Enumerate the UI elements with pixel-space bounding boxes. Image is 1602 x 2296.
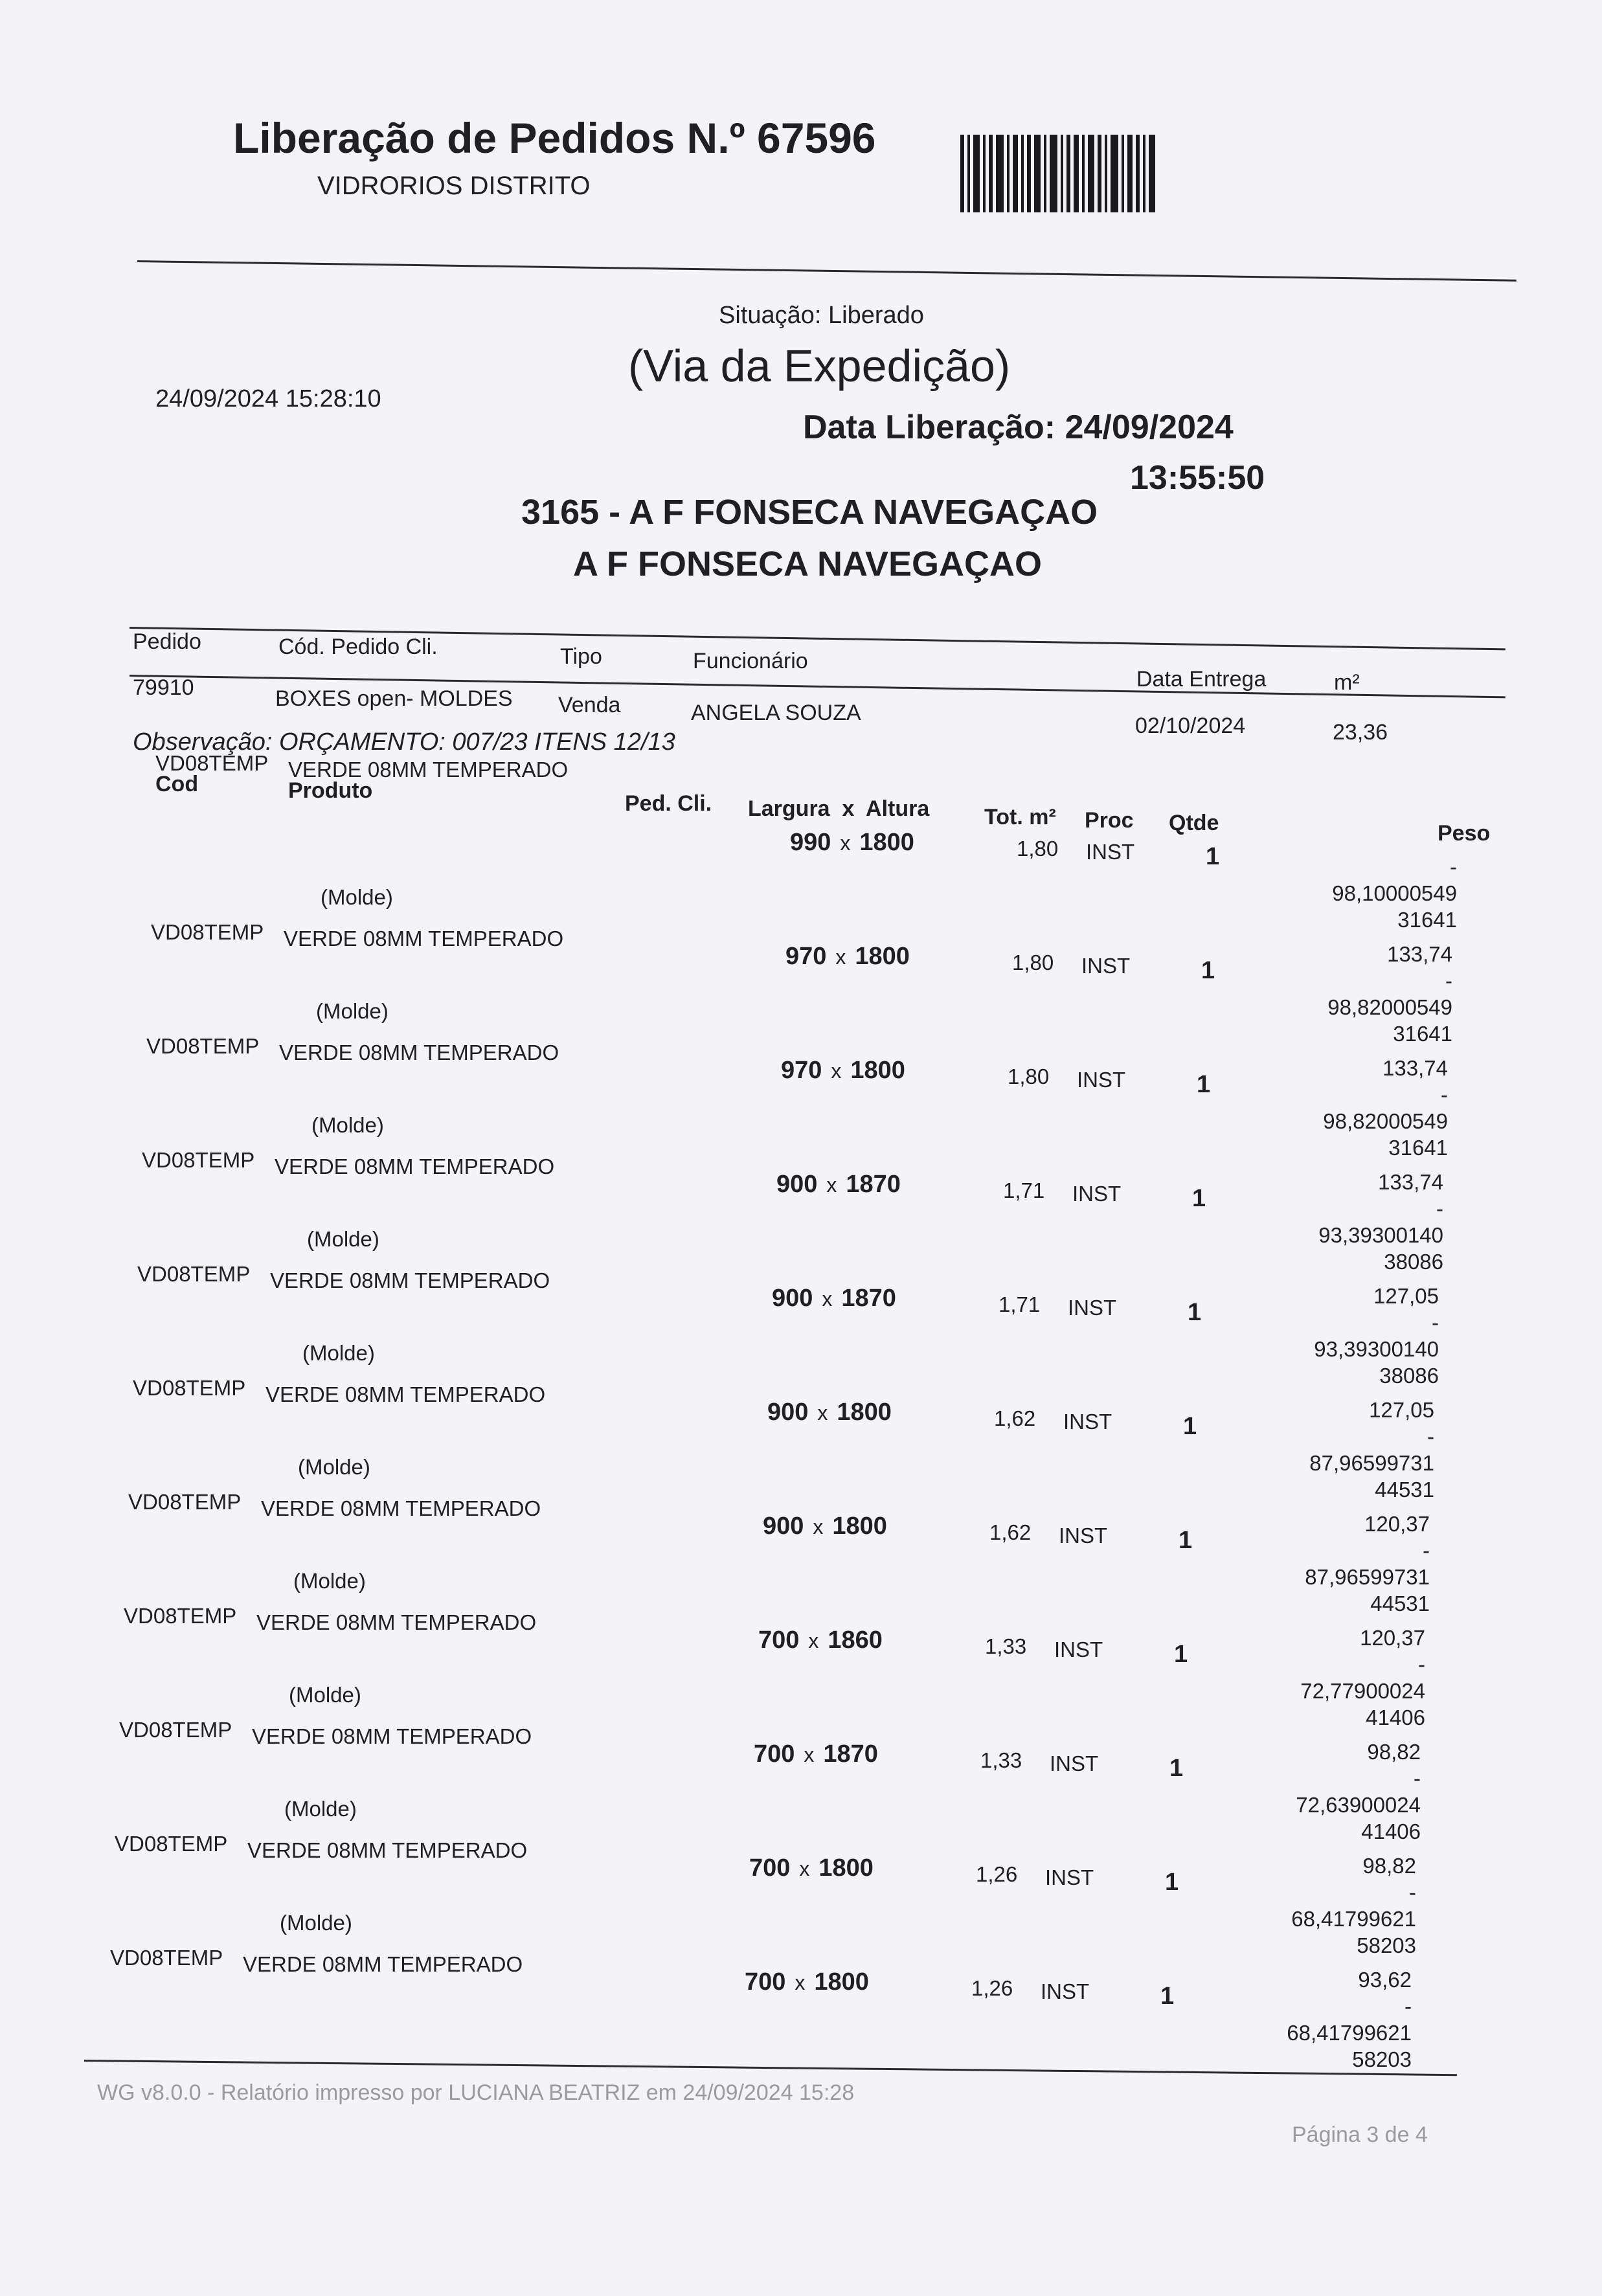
label-data-entrega: Data Entrega [1136, 667, 1267, 692]
peso-total: 133,74 [1378, 1170, 1443, 1194]
item-peso [1166, 1625, 1425, 1731]
item-largura: 900 [772, 1285, 813, 1312]
item-qtde: 1 [1188, 1299, 1202, 1326]
client-code-name: 3165 - A F FONSECA NAVEGAÇAO [521, 493, 1098, 532]
peso-dash: - [1418, 1652, 1425, 1676]
times-sign: x [835, 945, 846, 969]
peso-total: 127,05 [1373, 1284, 1439, 1308]
item-dimensions [758, 1626, 883, 1654]
item-altura: 1800 [837, 1399, 892, 1426]
label-funcionario: Funcionário [693, 649, 808, 673]
item-altura: 1860 [828, 1626, 883, 1654]
item-proc: INST [1072, 1182, 1122, 1206]
item-produto: VERDE 08MM TEMPERADO [284, 927, 564, 951]
document-title: Liberação de Pedidos N.º 67596 [233, 114, 876, 162]
col-produto: Produto [288, 778, 373, 803]
release-time: 13:55:50 [1130, 459, 1265, 497]
peso-unit-a: 98,10000549 [1332, 881, 1457, 905]
item-cod: VD08TEMP [119, 1718, 232, 1742]
peso-unit-b: 38086 [1379, 1364, 1439, 1388]
peso-unit-a: 72,77900024 [1300, 1679, 1425, 1703]
item-molde: (Molde) [307, 1227, 379, 1251]
item-largura: 990 [790, 829, 831, 856]
times-sign: x [799, 1857, 810, 1880]
col-cod: Cod [155, 772, 199, 796]
peso-total: 133,74 [1387, 942, 1452, 966]
peso-dash: - [1427, 1424, 1434, 1448]
item-largura: 700 [749, 1854, 791, 1882]
col-tot-m2: Tot. m² [984, 805, 1056, 829]
peso-dash: - [1432, 1311, 1439, 1334]
item-largura: 900 [776, 1171, 818, 1198]
item-cod: VD08TEMP [128, 1490, 242, 1514]
col-qtde: Qtde [1169, 811, 1219, 835]
item-altura: 1870 [823, 1740, 878, 1768]
footer-printed-by: WG v8.0.0 - Relatório impresso por LUCIANA BEATRIZ em 24/09/2024 15:28 [97, 2080, 855, 2105]
item-tot-m2: 1,71 [1003, 1178, 1045, 1202]
times-sign: x [822, 1287, 833, 1311]
item-tot-m2: 1,33 [985, 1634, 1027, 1658]
item-cod: VD08TEMP [151, 920, 264, 944]
peso-unit-b: 58203 [1352, 2047, 1412, 2071]
peso-unit-a: 93,39300140 [1314, 1337, 1439, 1361]
item-produto: VERDE 08MM TEMPERADO [275, 1154, 555, 1178]
peso-unit-b: 31641 [1393, 1022, 1452, 1046]
peso-unit-a: 87,96599731 [1305, 1565, 1430, 1589]
peso-unit-a: 87,96599731 [1309, 1451, 1434, 1475]
peso-unit-a: 98,82000549 [1323, 1109, 1448, 1133]
item-peso [1157, 1852, 1416, 1959]
peso-unit-b: 41406 [1366, 1705, 1425, 1729]
label-tipo: Tipo [560, 644, 602, 669]
value-pedido: 79910 [133, 675, 194, 700]
client-name: A F FONSECA NAVEGAÇAO [573, 545, 1043, 583]
times-sign: x [831, 1059, 842, 1083]
item-proc: INST [1077, 1068, 1126, 1092]
item-cod: VD08TEMP [137, 1262, 251, 1286]
value-cod-pedido-cli: BOXES open- MOLDES [275, 686, 513, 711]
item-largura: 700 [745, 1968, 786, 1996]
item-molde: (Molde) [311, 1113, 384, 1137]
item-proc: INST [1086, 840, 1135, 864]
label-pedido: Pedido [133, 629, 201, 654]
times-sign: x [795, 1971, 806, 1994]
status-text: Situação: Liberado [719, 302, 924, 329]
item-tot-m2: 1,33 [980, 1748, 1022, 1772]
peso-unit-a: 72,63900024 [1296, 1793, 1421, 1817]
item-cod: VD08TEMP [155, 751, 269, 775]
peso-unit-b: 31641 [1388, 1136, 1448, 1160]
observation: Observação: ORÇAMENTO: 007/23 ITENS 12/13 [133, 728, 675, 756]
item-peso [1193, 941, 1452, 1047]
item-dimensions [745, 1968, 869, 1996]
item-dimensions [763, 1513, 887, 1540]
item-cod: VD08TEMP [115, 1832, 228, 1856]
item-altura: 1800 [818, 1854, 874, 1882]
peso-total: 93,62 [1358, 1968, 1412, 1992]
col-proc: Proc [1085, 808, 1134, 833]
item-tot-m2: 1,71 [998, 1292, 1041, 1316]
peso-total: 133,74 [1382, 1056, 1448, 1080]
peso-total: 127,05 [1369, 1398, 1434, 1422]
peso-unit-b: 58203 [1357, 1933, 1416, 1957]
item-molde: (Molde) [293, 1569, 366, 1593]
item-qtde: 1 [1201, 957, 1215, 984]
item-peso [1180, 1283, 1439, 1389]
item-proc: INST [1054, 1638, 1103, 1661]
item-qtde: 1 [1192, 1185, 1206, 1212]
peso-dash: - [1450, 855, 1457, 879]
item-qtde: 1 [1197, 1071, 1211, 1098]
item-qtde: 1 [1183, 1413, 1197, 1440]
peso-unit-b: 44531 [1370, 1592, 1430, 1615]
header-divider [137, 260, 1517, 282]
value-tipo: Venda [558, 693, 621, 717]
item-produto: VERDE 08MM TEMPERADO [256, 1610, 537, 1634]
item-dimensions [785, 943, 910, 971]
item-altura: 1800 [850, 1057, 905, 1084]
item-tot-m2: 1,80 [1008, 1064, 1050, 1088]
item-cod: VD08TEMP [142, 1148, 255, 1172]
item-peso [1184, 1169, 1443, 1275]
peso-dash: - [1423, 1538, 1430, 1562]
item-tot-m2: 1,26 [971, 1976, 1013, 2000]
item-dimensions [749, 1854, 874, 1882]
item-altura: 1800 [859, 829, 914, 856]
peso-unit-b: 38086 [1384, 1250, 1443, 1274]
label-m2: m² [1334, 670, 1360, 695]
item-altura: 1800 [832, 1513, 887, 1540]
item-cod: VD08TEMP [133, 1376, 246, 1400]
item-qtde: 1 [1165, 1869, 1179, 1896]
peso-total: 120,37 [1360, 1626, 1425, 1650]
item-largura: 700 [754, 1740, 795, 1768]
value-funcionario: ANGELA SOUZA [691, 701, 861, 725]
item-largura: 900 [767, 1399, 809, 1426]
item-dimensions [772, 1285, 896, 1312]
peso-total: 120,37 [1364, 1512, 1430, 1536]
item-dimensions [754, 1740, 878, 1768]
item-cod: VD08TEMP [146, 1034, 260, 1058]
times-sign: x [826, 1173, 837, 1197]
item-largura: 970 [781, 1057, 822, 1084]
value-m2: 23,36 [1333, 720, 1388, 745]
peso-dash: - [1405, 1994, 1412, 2018]
peso-dash: - [1414, 1766, 1421, 1790]
copy-type: (Via da Expedição) [628, 341, 1011, 391]
item-dimensions [776, 1171, 901, 1199]
printed-datetime: 24/09/2024 15:28:10 [155, 385, 381, 412]
item-dimensions [781, 1057, 905, 1085]
col-peso: Peso [1438, 821, 1491, 846]
item-tot-m2: 1,62 [989, 1520, 1032, 1544]
item-produto: VERDE 08MM TEMPERADO [265, 1382, 546, 1406]
item-tot-m2: 1,80 [1017, 837, 1059, 861]
item-produto: VERDE 08MM TEMPERADO [288, 758, 569, 782]
item-proc: INST [1045, 1865, 1094, 1889]
item-produto: VERDE 08MM TEMPERADO [279, 1041, 559, 1064]
item-produto: VERDE 08MM TEMPERADO [261, 1496, 541, 1520]
item-altura: 1800 [855, 943, 910, 970]
item-peso [1162, 1739, 1421, 1845]
item-altura: 1870 [841, 1285, 896, 1312]
peso-dash: - [1445, 969, 1452, 993]
item-proc: INST [1059, 1524, 1108, 1548]
item-peso [1171, 1511, 1430, 1617]
item-molde: (Molde) [302, 1341, 375, 1365]
peso-unit-a: 93,39300140 [1318, 1223, 1443, 1247]
item-proc: INST [1081, 954, 1131, 978]
peso-unit-b: 44531 [1375, 1478, 1434, 1502]
item-largura: 700 [758, 1626, 800, 1654]
item-molde: (Molde) [298, 1455, 370, 1479]
footer-page-number: Página 3 de 4 [1292, 2122, 1428, 2147]
times-sign: x [804, 1743, 815, 1766]
item-molde: (Molde) [289, 1683, 361, 1707]
times-sign: x [813, 1515, 824, 1538]
item-peso [1153, 1966, 1412, 2073]
item-qtde: 1 [1179, 1527, 1193, 1554]
item-molde: (Molde) [321, 885, 393, 909]
item-qtde: 1 [1169, 1755, 1184, 1782]
peso-dash: - [1409, 1880, 1416, 1904]
peso-total: 98,82 [1362, 1854, 1416, 1878]
item-tot-m2: 1,62 [994, 1406, 1036, 1430]
item-produto: VERDE 08MM TEMPERADO [270, 1268, 550, 1292]
item-largura: 900 [763, 1513, 804, 1540]
release-date: Data Liberação: 24/09/2024 [803, 409, 1234, 446]
item-produto: VERDE 08MM TEMPERADO [247, 1838, 528, 1862]
item-largura: 970 [785, 943, 827, 970]
item-altura: 1870 [846, 1171, 901, 1198]
item-produto: VERDE 08MM TEMPERADO [252, 1724, 532, 1748]
item-molde: (Molde) [284, 1797, 357, 1821]
item-peso [1189, 1055, 1448, 1161]
item-qtde: 1 [1160, 1983, 1175, 2010]
times-sign: x [808, 1629, 819, 1652]
times-sign: x [840, 831, 851, 855]
peso-unit-a: 68,41799621 [1287, 2021, 1412, 2045]
item-proc: INST [1041, 1979, 1090, 2003]
item-molde: (Molde) [316, 999, 389, 1023]
item-peso [1175, 1397, 1434, 1503]
item-qtde: 1 [1174, 1641, 1188, 1668]
item-tot-m2: 1,26 [976, 1862, 1018, 1886]
item-tot-m2: 1,80 [1012, 951, 1054, 974]
item-proc: INST [1050, 1751, 1099, 1775]
peso-unit-a: 98,82000549 [1327, 995, 1452, 1019]
label-cod-pedido-cli: Cód. Pedido Cli. [278, 635, 438, 659]
item-molde: (Molde) [280, 1911, 352, 1935]
item-proc: INST [1063, 1410, 1112, 1434]
barcode [960, 135, 1202, 212]
times-sign: x [817, 1401, 828, 1424]
item-cod: VD08TEMP [124, 1604, 237, 1628]
item-cod: VD08TEMP [110, 1946, 223, 1970]
value-data-entrega: 02/10/2024 [1135, 714, 1246, 738]
peso-total: 98,82 [1367, 1740, 1421, 1764]
company-name: VIDRORIOS DISTRITO [317, 172, 591, 200]
item-dimensions [767, 1399, 892, 1426]
peso-unit-b: 31641 [1397, 908, 1457, 932]
item-peso [1198, 853, 1457, 933]
item-proc: INST [1068, 1296, 1117, 1320]
peso-dash: - [1441, 1083, 1448, 1107]
item-produto: VERDE 08MM TEMPERADO [243, 1952, 523, 1976]
col-largura-altura: Largura x Altura [748, 796, 930, 821]
item-qtde: 1 [1206, 843, 1220, 870]
peso-dash: - [1436, 1197, 1443, 1221]
item-dimensions [790, 829, 914, 857]
item-altura: 1800 [814, 1968, 869, 1996]
col-ped-cli: Ped. Cli. [625, 791, 712, 816]
peso-unit-b: 41406 [1361, 1819, 1421, 1843]
peso-unit-a: 68,41799621 [1291, 1907, 1416, 1931]
